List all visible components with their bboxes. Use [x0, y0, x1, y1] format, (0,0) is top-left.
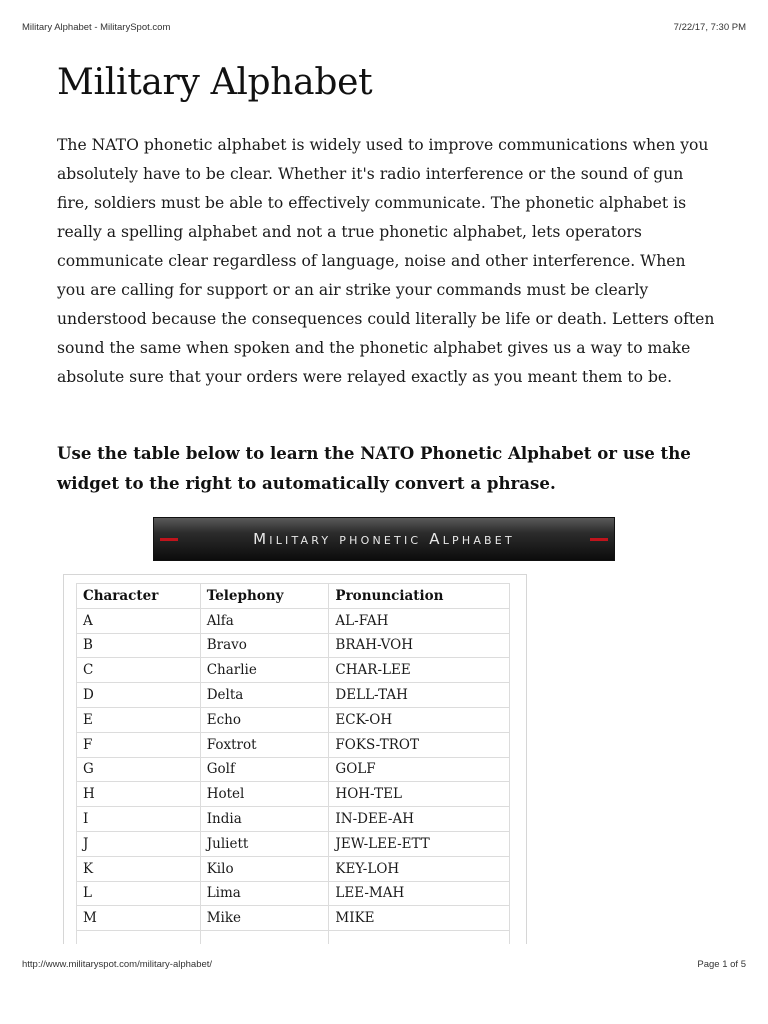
cell-telephony: Kilo [200, 856, 329, 881]
cell-character: H [77, 782, 201, 807]
cell-telephony: Golf [200, 757, 329, 782]
cell-telephony: Foxtrot [200, 732, 329, 757]
table-row [77, 707, 510, 732]
phonetic-alphabet-table [76, 583, 510, 944]
cell-character: L [77, 881, 201, 906]
cell-pronunciation: MIKE [329, 906, 510, 931]
table-row [77, 807, 510, 832]
cell-pronunciation: AL-FAH [329, 608, 510, 633]
cell-character: I [77, 807, 201, 832]
banner-red-bar-left [160, 538, 178, 541]
table-header-row [77, 584, 510, 609]
alphabet-table-frame [63, 574, 527, 944]
cell-telephony: Juliett [200, 831, 329, 856]
cell-pronunciation: HOH-TEL [329, 782, 510, 807]
column-header-pronunciation: Pronunciation [329, 584, 510, 609]
table-row [77, 633, 510, 658]
cell-telephony: Bravo [200, 633, 329, 658]
table-row [77, 831, 510, 856]
cell-telephony: Delta [200, 683, 329, 708]
cell-pronunciation: BRAH-VOH [329, 633, 510, 658]
cell-telephony: Charlie [200, 658, 329, 683]
cell-character: C [77, 658, 201, 683]
cell-pronunciation: CHAR-LEE [329, 658, 510, 683]
cell-telephony: Alfa [200, 608, 329, 633]
print-footer-url: http://www.militaryspot.com/military-alphabet/ [22, 959, 213, 970]
cell-character [77, 931, 201, 944]
column-header-telephony: Telephony [200, 584, 329, 609]
military-alphabet-banner [153, 517, 615, 561]
cell-pronunciation [329, 931, 510, 944]
cell-character: K [77, 856, 201, 881]
print-footer-page: Page 1 of 5 [697, 959, 746, 970]
table-row [77, 658, 510, 683]
cell-telephony [200, 931, 329, 944]
table-row [77, 757, 510, 782]
print-footer [22, 959, 746, 970]
cell-pronunciation: GOLF [329, 757, 510, 782]
cell-pronunciation: DELL-TAH [329, 683, 510, 708]
cell-pronunciation: JEW-LEE-ETT [329, 831, 510, 856]
cell-character: E [77, 707, 201, 732]
column-header-character: Character [77, 584, 201, 609]
intro-paragraph: The NATO phonetic alphabet is widely used to improve communications when you absolutely have to be clear. Whether it's radio interference or the sound of gun fire, soldiers must be able to effectively communicate. The phonetic alphabet is really a spelling alphabet and not a true phonetic alphabet, lets operators communicate clear regardless of language, noise and other interference. When you are calling for support or an air strike your commands must be clearly understood because the consequences could literally be life or death. Letters often sound the same when spoken and the phonetic alphabet gives us a way to make absolute sure that your orders were relayed exactly as you meant them to be. [57, 136, 715, 386]
instruction-text: Use the table below to learn the NATO Phonetic Alphabet or use the widget to the right to automatically convert a phrase. [57, 443, 691, 493]
table-row [77, 881, 510, 906]
table-row [77, 782, 510, 807]
table-row [77, 931, 510, 944]
table-row [77, 683, 510, 708]
cell-pronunciation: FOKS-TROT [329, 732, 510, 757]
table-body [77, 608, 510, 944]
cell-pronunciation: IN-DEE-AH [329, 807, 510, 832]
cell-pronunciation: LEE-MAH [329, 881, 510, 906]
cell-telephony: Lima [200, 881, 329, 906]
print-header [22, 22, 746, 33]
cell-telephony: Hotel [200, 782, 329, 807]
cell-character: G [77, 757, 201, 782]
cell-character: M [77, 906, 201, 931]
print-header-title: Military Alphabet - MilitarySpot.com [22, 22, 171, 33]
table-row [77, 732, 510, 757]
cell-character: D [77, 683, 201, 708]
cell-character: A [77, 608, 201, 633]
table-row [77, 608, 510, 633]
cell-character: F [77, 732, 201, 757]
table-row [77, 906, 510, 931]
banner-red-bar-right [590, 538, 608, 541]
cell-character: J [77, 831, 201, 856]
print-header-datetime: 7/22/17, 7:30 PM [673, 22, 746, 33]
cell-pronunciation: ECK-OH [329, 707, 510, 732]
cell-telephony: Echo [200, 707, 329, 732]
table-row [77, 856, 510, 881]
cell-telephony: India [200, 807, 329, 832]
cell-pronunciation: KEY-LOH [329, 856, 510, 881]
page-title: Military Alphabet [57, 62, 373, 103]
cell-telephony: Mike [200, 906, 329, 931]
banner-text: Military phonetic Alphabet [253, 530, 515, 548]
cell-character: B [77, 633, 201, 658]
